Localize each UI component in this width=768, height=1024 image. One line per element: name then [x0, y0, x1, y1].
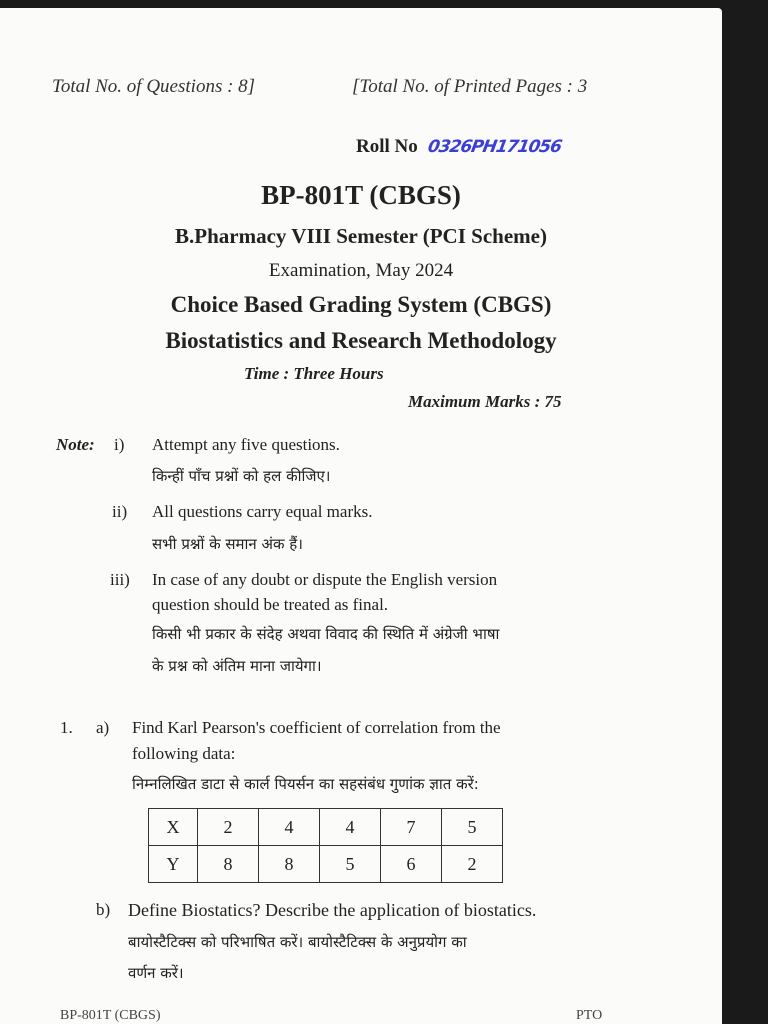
question-1a-english-line1: Find Karl Pearson's coefficient of correlation from the [132, 718, 501, 737]
note-3-english-line1: In case of any doubt or dispute the English version [152, 570, 498, 589]
question-1b-english: Define Biostatics? Describe the application of biostatics. [128, 900, 537, 920]
roll-label: Roll No [356, 136, 418, 157]
total-questions: Total No. of Questions : 8] [52, 76, 256, 97]
table-row-x [149, 809, 503, 846]
exam-paper-page [0, 8, 722, 1024]
note-2-hindi: सभी प्रश्नों के समान अंक हैं। [152, 535, 303, 553]
table-row-y [149, 846, 503, 883]
note-label: Note: [56, 435, 95, 454]
roll-number [356, 136, 561, 158]
question-1a-english-line2: following data: [132, 744, 236, 763]
table-header-x: X [149, 809, 198, 846]
note-3-number: iii) [110, 570, 130, 589]
correlation-data-table [148, 808, 503, 883]
question-1b-label: b) [96, 900, 111, 919]
table-cell: 5 [442, 809, 503, 846]
question-1b-hindi-line2: वर्णन करें। [128, 964, 184, 982]
note-2-number: ii) [112, 502, 128, 521]
footer-paper-code: BP-801T (CBGS) [60, 1008, 161, 1023]
table-header-y: Y [149, 846, 198, 883]
question-1b-hindi-line1: बायोस्टैटिक्स को परिभाषित करें। बायोस्टैटिक्स के अनुप्रयोग का [128, 933, 467, 951]
table-cell: 8 [198, 846, 259, 883]
table-cell: 2 [198, 809, 259, 846]
table-cell: 8 [259, 846, 320, 883]
subject-title: Biostatistics and Research Methodology [165, 328, 557, 353]
paper-code: BP-801T (CBGS) [261, 180, 461, 210]
question-1-number: 1. [60, 718, 73, 737]
note-2-english: All questions carry equal marks. [152, 502, 373, 521]
total-pages: [Total No. of Printed Pages : 3 [352, 76, 588, 97]
grading-system: Choice Based Grading System (CBGS) [170, 292, 552, 317]
note-1-english: Attempt any five questions. [152, 435, 340, 454]
note-3-english-line2: question should be treated as final. [152, 595, 389, 614]
table-cell: 4 [320, 809, 381, 846]
note-1-number: i) [114, 435, 125, 454]
table-cell: 5 [320, 846, 381, 883]
exam-date: Examination, May 2024 [268, 260, 454, 281]
question-1a-hindi: निम्नलिखित डाटा से कार्ल पियर्सन का सहसंबंध गुणांक ज्ञात करें: [132, 775, 479, 793]
program-title: B.Pharmacy VIII Semester (PCI Scheme) [175, 224, 547, 248]
note-3-hindi-line1: किसी भी प्रकार के संदेह अथवा विवाद की स्थिति में अंग्रेजी भाषा [152, 625, 500, 643]
table-cell: 6 [381, 846, 442, 883]
note-1-hindi: किन्हीं पाँच प्रश्नों को हल कीजिए। [152, 467, 331, 485]
note-3-hindi-line2: के प्रश्न को अंतिम माना जायेगा। [152, 657, 322, 675]
table-cell: 4 [259, 809, 320, 846]
table-cell: 2 [442, 846, 503, 883]
question-1a-label: a) [96, 718, 110, 737]
footer-pto: PTO [576, 1008, 603, 1023]
maximum-marks: Maximum Marks : 75 [408, 392, 562, 411]
table-cell: 7 [381, 809, 442, 846]
roll-value-handwritten: 0326PH171056 [425, 137, 563, 157]
time-allowed: Time : Three Hours [244, 364, 384, 383]
